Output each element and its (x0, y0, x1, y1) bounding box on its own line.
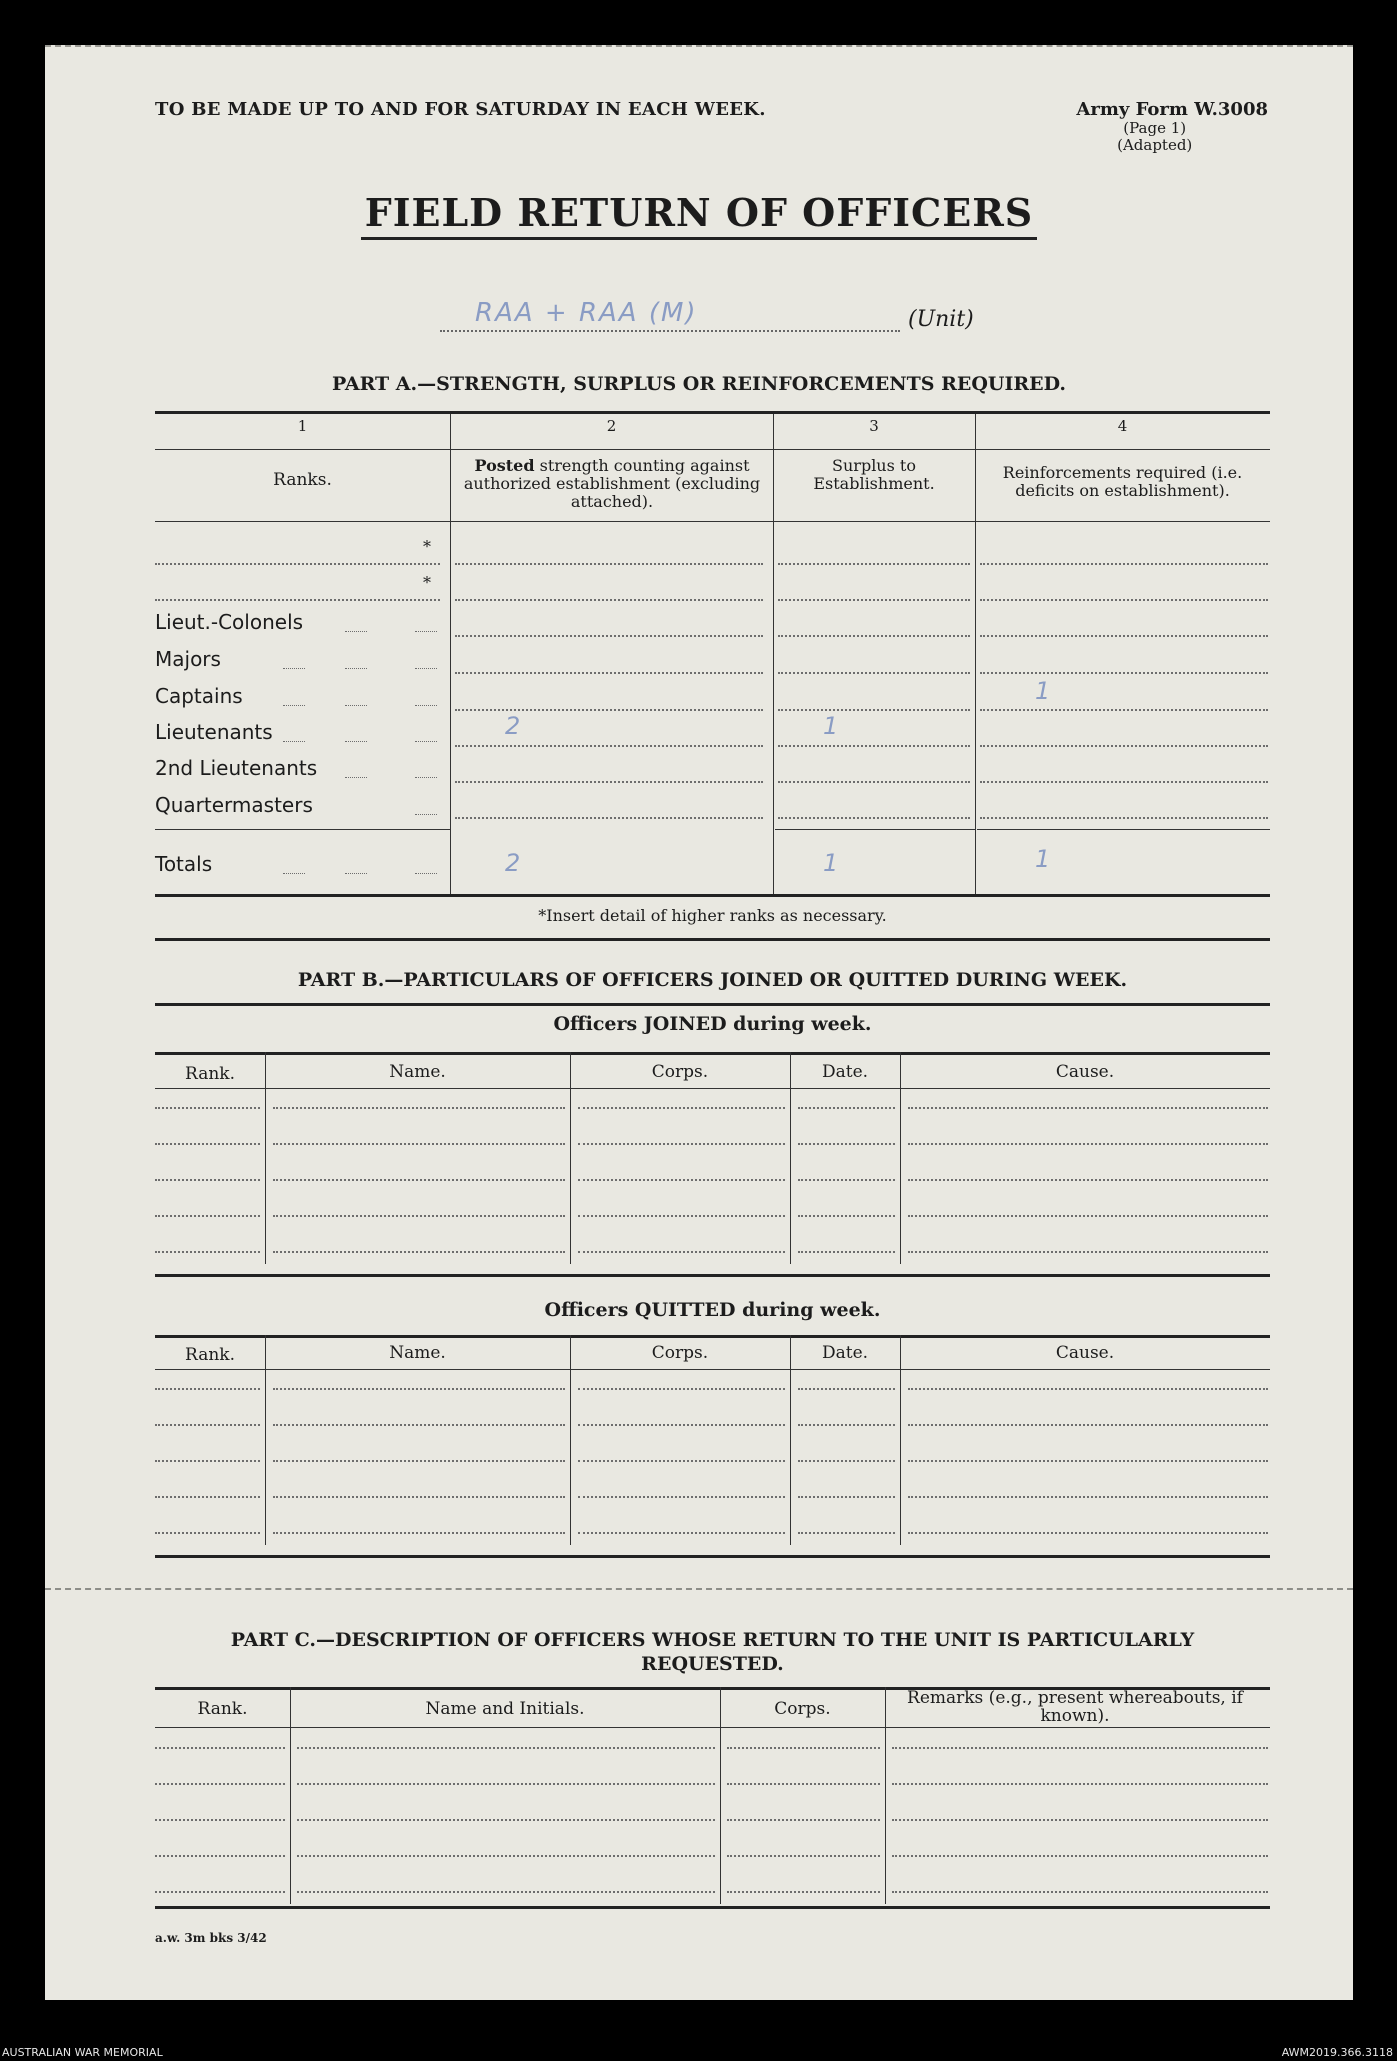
leader-dots (415, 814, 437, 815)
part-c-col-corps: Corps. (774, 1699, 831, 1719)
part-a-footnote: *Insert detail of higher ranks as necessary. (538, 906, 887, 925)
col-head-ranks: Ranks. (273, 470, 332, 490)
part-a-header-rule (155, 521, 1270, 522)
leader-dots (283, 873, 305, 874)
archive-accession-number: AWM2019.366.3118 (1281, 2046, 1393, 2059)
unit-field[interactable] (440, 298, 1040, 332)
part-a-title: PART A.—STRENGTH, SURPLUS OR REINFORCEMENTS REQUIRED. (331, 373, 1067, 395)
leader-dots (345, 668, 367, 669)
posted-lieutenants-value: 2 (505, 712, 521, 740)
joined-col-rank: Rank. (185, 1064, 235, 1084)
quitted-col-date: Date. (821, 1343, 869, 1363)
joined-subtitle: Officers JOINED during week. (553, 1013, 872, 1035)
part-c-col-rank: Rank. (197, 1699, 248, 1719)
header-instruction: TO BE MADE UP TO AND FOR SATURDAY IN EACH WEEK. (155, 99, 766, 120)
totals-label: Totals (155, 852, 213, 876)
reinf-totals-value: 1 (1035, 845, 1051, 873)
part-a-bottom-rule (155, 894, 1270, 897)
leader-dots (415, 631, 437, 632)
star-marker: * (423, 573, 431, 592)
rank-label: Lieutenants (155, 720, 273, 744)
joined-table (155, 1052, 1270, 1267)
archive-credit: AUSTRALIAN WAR MEMORIAL (2, 2046, 163, 2059)
quitted-col-corps: Corps. (651, 1343, 709, 1363)
quitted-col-cause: Cause. (1055, 1343, 1115, 1363)
perforation-top (45, 45, 1353, 47)
form-paper (45, 45, 1353, 2000)
col-number-1: 1 (297, 417, 308, 435)
leader-dots (415, 668, 437, 669)
leader-dots (345, 777, 367, 778)
adapted-note: (Adapted) (1117, 136, 1193, 154)
part-c-table (155, 1687, 1270, 1907)
quitted-col-name: Name. (389, 1343, 446, 1363)
unit-entry-line[interactable] (440, 298, 900, 332)
col-head-reinforcements: Reinforcements required (i.e. deficits on establishment). (1002, 463, 1243, 500)
part-c-col-remarks: Remarks (e.g., present whereabouts, if known). (907, 1688, 1243, 1726)
surplus-lieutenants-value: 1 (823, 712, 839, 740)
leader-dots (415, 873, 437, 874)
leader-dots (415, 777, 437, 778)
page-number: (Page 1) (1123, 119, 1187, 137)
col-number-4: 4 (1117, 417, 1128, 435)
part-a-col-divider (773, 414, 774, 894)
leader-dots (283, 668, 305, 669)
rank-label: Captains (155, 684, 243, 708)
col-head-posted: Posted strength counting against authorized establishment (excluding attached). (463, 456, 761, 511)
star-marker: * (423, 537, 431, 556)
col-head-surplus: Surplus to Establishment. (813, 456, 935, 493)
unit-handwritten-value: RAA + RAA (M) (475, 298, 698, 328)
quitted-bottom-rule (155, 1555, 1270, 1558)
unit-label: (Unit) (908, 307, 974, 332)
part-c-title: PART C.—DESCRIPTION OF OFFICERS WHOSE RETURN TO THE UNIT IS PARTICULARLY REQUESTED. (230, 1629, 1195, 1675)
leader-dots (283, 705, 305, 706)
rank-label: Lieut.-Colonels (155, 610, 304, 634)
joined-col-cause: Cause. (1055, 1062, 1115, 1082)
rank-label: Majors (155, 647, 221, 671)
joined-col-name: Name. (389, 1062, 446, 1082)
quitted-subtitle: Officers QUITTED during week. (544, 1299, 881, 1321)
joined-col-date: Date. (821, 1062, 869, 1082)
leader-dots (345, 741, 367, 742)
col-number-2: 2 (606, 417, 617, 435)
quitted-col-rank: Rank. (185, 1345, 235, 1365)
joined-bottom-rule (155, 1274, 1270, 1277)
surplus-totals-value: 1 (823, 849, 839, 877)
page-title: FIELD RETURN OF OFFICERS (45, 190, 1353, 235)
part-a-col-divider (450, 414, 451, 894)
print-code: a.w. 3m bks 3/42 (155, 1931, 267, 1945)
part-a-end-rule (155, 938, 1270, 941)
leader-dots (345, 873, 367, 874)
leader-dots (345, 631, 367, 632)
form-number: Army Form W.3008 (1076, 99, 1268, 120)
totals-rule (775, 829, 975, 830)
col-number-3: 3 (869, 417, 879, 435)
form-number-block (1076, 99, 1268, 154)
leader-dots (415, 705, 437, 706)
star-row-line[interactable] (155, 563, 440, 565)
part-b-title: PART B.—PARTICULARS OF OFFICERS JOINED OR QUITTED DURING WEEK. (297, 969, 1128, 991)
part-a-top-rule (155, 411, 1270, 414)
joined-col-corps: Corps. (651, 1062, 709, 1082)
part-c-bottom-rule (155, 1906, 1270, 1909)
star-row-line[interactable] (155, 599, 440, 601)
part-b-top-rule (155, 1003, 1270, 1006)
part-a-col-divider (975, 414, 976, 894)
posted-totals-value: 2 (505, 849, 521, 877)
leader-dots (283, 741, 305, 742)
leader-dots (345, 705, 367, 706)
leader-dots (415, 741, 437, 742)
tear-off-line (45, 1588, 1353, 1590)
part-a-number-rule (155, 449, 1270, 450)
totals-rule (155, 829, 450, 830)
reinf-captains-value: 1 (1035, 677, 1051, 705)
rank-label: 2nd Lieutenants (155, 756, 318, 780)
totals-rule (977, 829, 1270, 830)
part-c-col-name: Name and Initials. (425, 1699, 585, 1719)
quitted-table (155, 1335, 1270, 1550)
rank-label: Quartermasters (155, 793, 313, 817)
